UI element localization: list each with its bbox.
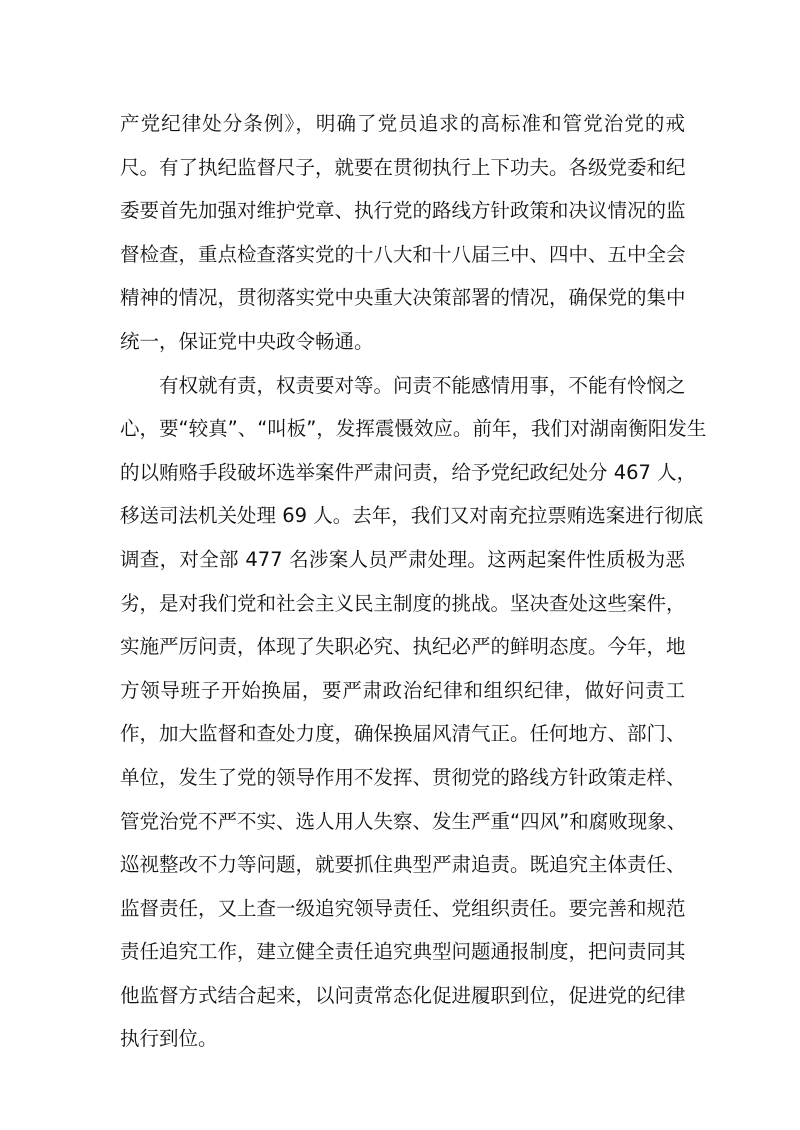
- text-line: 督检查，重点检查落实党的十八大和十八届三中、四中、五中全会: [120, 242, 686, 266]
- text-line: 巡视整改不力等问题，就要抓住典型严肃追责。既追究主体责任、: [120, 853, 686, 877]
- body-text: [120, 102, 707, 1061]
- text-line: 作，加大监督和查处力度，确保换届风清气正。任何地方、部门、: [120, 722, 686, 746]
- text-line: 有权就有责，权责要对等。问责不能感情用事，不能有怜悯之: [120, 373, 686, 397]
- paragraph-2: [120, 364, 707, 1062]
- text-line: 实施严厉问责，体现了失职必究、执纪必严的鲜明态度。今年，地: [120, 635, 686, 659]
- text-line: 监督责任，又上查一级追究领导责任、党组织责任。要完善和规范: [120, 896, 686, 920]
- text-line: 单位，发生了党的领导作用不发挥、贯彻党的路线方针政策走样、: [120, 765, 686, 789]
- text-line: 心，要“较真”、“叫板”，发挥震慑效应。前年，我们对湖南衡阳发生: [120, 417, 707, 441]
- text-line: 调查，对全部 477 名涉案人员严肃处理。这两起案件性质极为恶: [120, 547, 685, 571]
- text-line: 他监督方式结合起来，以问责常态化促进履职到位，促进党的纪律: [120, 983, 686, 1007]
- text-line: 精神的情况，贯彻落实党中央重大决策部署的情况，确保党的集中: [120, 286, 686, 310]
- text-line: 尺。有了执纪监督尺子，就要在贯彻执行上下功夫。各级党委和纪: [120, 155, 686, 179]
- text-line: 统一，保证党中央政令畅通。: [120, 329, 374, 353]
- text-line: 产党纪律处分条例》，明确了党员追求的高标准和管党治党的戒: [120, 112, 685, 135]
- text-line: 委要首先加强对维护党章、执行党的路线方针政策和决议情况的监: [120, 199, 686, 223]
- text-line: 的以贿赂手段破坏选举案件严肃问责，给予党纪政纪处分 467 人，: [120, 460, 697, 484]
- text-line: 劣，是对我们党和社会主义民主制度的挑战。坚决查处这些案件，: [120, 591, 686, 615]
- text-line: 管党治党不严不实、选人用人失察、发生严重“四风”和腐败现象、: [120, 809, 687, 833]
- text-line: 移送司法机关处理 69 人。去年，我们又对南充拉票贿选案进行彻底: [120, 504, 704, 528]
- paragraph-1: [120, 102, 685, 364]
- text-line: 方领导班子开始换届，要严肃政治纪律和组织纪律，做好问责工: [120, 678, 685, 702]
- text-line: 责任追究工作，建立健全责任追究典型问题通报制度，把问责同其: [120, 940, 686, 964]
- text-line: 执行到位。: [120, 1027, 218, 1051]
